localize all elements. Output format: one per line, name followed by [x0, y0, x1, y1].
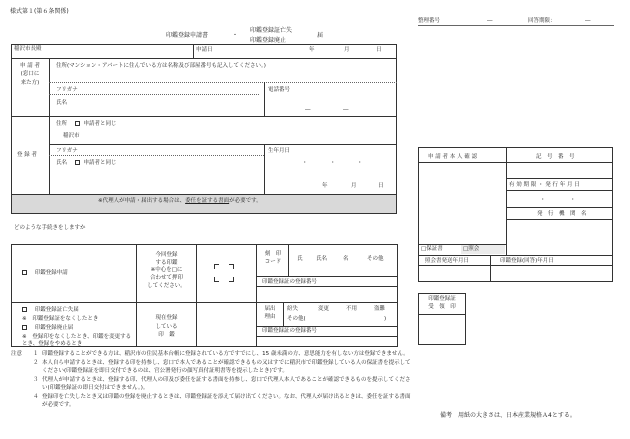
reason-lost: 紛失	[287, 306, 299, 312]
form-number: 様式第１(第６条関係)	[10, 8, 69, 15]
lost-checkbox[interactable]	[22, 307, 27, 312]
current-seal-instructions: 現在登録 している 印 鑑	[155, 315, 178, 339]
title-left: 印鑑登録申請書	[166, 32, 209, 39]
verify-line-5	[506, 219, 613, 220]
seal-item-other: その他	[367, 256, 384, 262]
apply-date-line	[193, 58, 397, 59]
notes-remark: 備考 用紙の大きさは、日本産業規格Ａ4とする。	[440, 412, 576, 419]
apply-day: 日	[376, 47, 382, 53]
label-col-line	[49, 58, 50, 194]
birth-year: 年	[322, 183, 328, 189]
birth-dot-3: ・	[357, 160, 363, 166]
seal-item-shi: 氏	[297, 256, 303, 262]
same-address-checkbox[interactable]	[75, 121, 80, 126]
reason-sep	[283, 302, 284, 326]
procedure-col3	[256, 244, 257, 347]
reg-no-label-2: 印鑑登録証の登録番号	[262, 328, 318, 334]
same-name-checkbox[interactable]	[75, 160, 80, 165]
phone-label: 電話番号	[268, 87, 291, 93]
verify-col-2	[490, 255, 491, 282]
row-line-1	[11, 58, 193, 59]
reason-unused: 不用	[346, 306, 358, 312]
verify-inquiry-date: 照会書発送年月日	[425, 258, 470, 264]
verify-line-4	[506, 207, 613, 208]
reason-theft: 盗難	[374, 306, 386, 312]
registrant-label: 登 録 者	[17, 152, 37, 158]
title-dot: ・	[232, 32, 239, 39]
procedure-lost-row: 印鑑登録証亡失届	[22, 307, 79, 314]
addressee: 稲沢市長殿	[14, 46, 42, 52]
note-item-3: ３ 代理人が申請するときは、登録する印、代理人の印及び委任を証する書面を持参し、窓口で代理人本人であることが確認できるものを提示してください(印鑑登録証の即日交付はできません。)。	[33, 376, 411, 391]
verify-guarantor[interactable]: □保証書	[421, 246, 443, 252]
phone-dash-2: ―	[343, 107, 349, 113]
applicant-furigana: フリガナ	[56, 87, 78, 93]
apply-date-label: 申請日	[196, 47, 213, 53]
apply-year: 年	[309, 47, 315, 53]
seal-item-mei: 名	[343, 256, 349, 262]
registrant-city: 稲沢市	[63, 133, 80, 139]
phone-dash-1: ―	[305, 107, 311, 113]
verify-applicant-confirm: 申 請 者 本 人 確 認	[428, 154, 477, 160]
registrant-name-row: 氏名 申請者と同じ	[56, 160, 117, 166]
verify-issuer: 発 行 機 関 名	[537, 211, 587, 217]
procedure-question: どのような手続きをしますか	[14, 225, 86, 231]
verify-col	[506, 147, 507, 255]
title-right1: 印鑑登録証亡失	[250, 27, 293, 34]
note-item-2: ２ 本人自ら申請するときは、登録する印を持参し、窓口で本人であることが確認できるもの又はすでに稲沢市で印鑑登録している人の保証書を提示してください(印鑑登録証を即日交付できるのは、官公署発行の顔写真付証明書等を提示したとき)です。	[33, 359, 411, 374]
procedure-register-row: 印鑑登録申請	[22, 270, 68, 277]
verify-line-8	[418, 265, 613, 266]
procedure-abolish-row: 印鑑登録廃止届	[22, 325, 73, 332]
seal-item-shimei: 氏名	[316, 256, 328, 262]
applicant-address-note: 住所(マンション・アパートに住んでいる方は名称及び部屋番号も記入してください。)	[56, 63, 266, 69]
verify-doc-no: 記 号 番 号	[536, 154, 575, 160]
applicant-role-label: 申 請 者 (窓口に 来た方)	[20, 63, 40, 86]
note-item-4: ４ 登録印を亡失したとき又は印鑑の登録を廃止するときは、印鑑登録証を添えて届け出てください。なお、代理人が届け出るときは、委任を証する書面が必要です。	[33, 393, 411, 408]
apply-date-sep	[193, 44, 194, 58]
kaito-label: 回答期限：	[528, 18, 556, 24]
reason-other: その他(	[287, 316, 306, 322]
proxy-note: ※代理人が申請・届出する場合は、委任を証する書面が必要です。	[98, 198, 262, 204]
row-line-2	[11, 116, 397, 117]
registrant-furigana: フリガナ	[56, 148, 78, 154]
applicant-dotted-line	[49, 82, 397, 83]
verify-dot-2: ・	[570, 197, 576, 203]
apply-month: 月	[344, 47, 350, 53]
reason-reg-line-2	[256, 336, 398, 337]
receipt-label: 印鑑登録証 受 領 印	[428, 296, 456, 310]
seal-reg-line	[256, 276, 398, 277]
birth-label: 生年月日	[268, 148, 291, 154]
registrant-address-line	[49, 144, 397, 145]
seal-code-label: 刻 印 コード	[264, 251, 282, 265]
reason-label: 届出 理由	[264, 306, 276, 320]
registrant-address-row: 住所 申請者と同じ	[56, 121, 117, 127]
register-checkbox[interactable]	[22, 270, 27, 275]
reg-no-label-1: 印鑑登録証の登録番号	[262, 279, 318, 285]
procedure-lost-sub: ※ 印鑑登録証をなくしたとき	[22, 316, 99, 322]
seal-code-sep	[288, 244, 289, 276]
verify-inquiry[interactable]: □照会	[463, 246, 480, 252]
verify-line-7	[418, 255, 613, 256]
reason-close: )	[384, 316, 387, 322]
seiri-dash: ―	[487, 18, 493, 24]
birth-dot-1: ・	[302, 160, 308, 166]
verify-valid-date: 有 効 期 限 ・ 発 行 年 月 日	[509, 182, 580, 188]
title-right2: 印鑑登録廃止	[250, 37, 287, 44]
verify-line-2	[506, 178, 613, 179]
title-suffix: 届	[317, 32, 324, 39]
birth-day: 日	[378, 183, 384, 189]
applicant-name: 氏名	[56, 100, 68, 106]
proxy-note-link: 委任を証する書面	[185, 198, 230, 204]
procedure-mid-line	[11, 302, 398, 303]
birth-dot-2: ・	[330, 160, 336, 166]
kaito-dash: ―	[585, 18, 591, 24]
register-instructions: 今回登録 する印鑑 ※中心を□に 合わせて押印 してください。	[147, 252, 186, 289]
phone-sep	[264, 82, 265, 116]
verify-line-3	[506, 190, 613, 191]
seiri-label: 整理番号	[418, 18, 441, 24]
verify-dot-1: ・	[540, 197, 546, 203]
notes-label: 注意	[11, 351, 23, 357]
reason-change: 変更	[318, 306, 330, 312]
birth-sep	[264, 144, 265, 194]
receipt-line	[418, 314, 466, 315]
applicant-furigana-line	[49, 94, 259, 95]
reason-reg-line	[256, 326, 398, 327]
seal-reg-line-2	[256, 286, 398, 287]
abolish-checkbox[interactable]	[22, 325, 27, 330]
verify-line-1	[418, 162, 613, 163]
seiri-underline	[418, 25, 614, 26]
registrant-furigana-line	[49, 155, 264, 156]
procedure-col1	[136, 244, 137, 347]
note-item-1: １ 印鑑登録することができる方は、稲沢市の住民基本台帳に登録されている方ですでにし、15 歳未満の方、意思能力を有しない方は登録できません。	[33, 351, 409, 357]
procedure-col2	[196, 244, 197, 347]
notes-list	[33, 351, 415, 410]
verify-reg-date: 印鑑登録(回答)年月日	[500, 258, 554, 264]
procedure-abolish-sub: ※ 登録印をなくしたとき、印鑑を変更するとき、登録をやめるとき	[22, 334, 132, 348]
birth-month: 月	[351, 183, 357, 189]
stamp-target[interactable]	[214, 264, 234, 282]
